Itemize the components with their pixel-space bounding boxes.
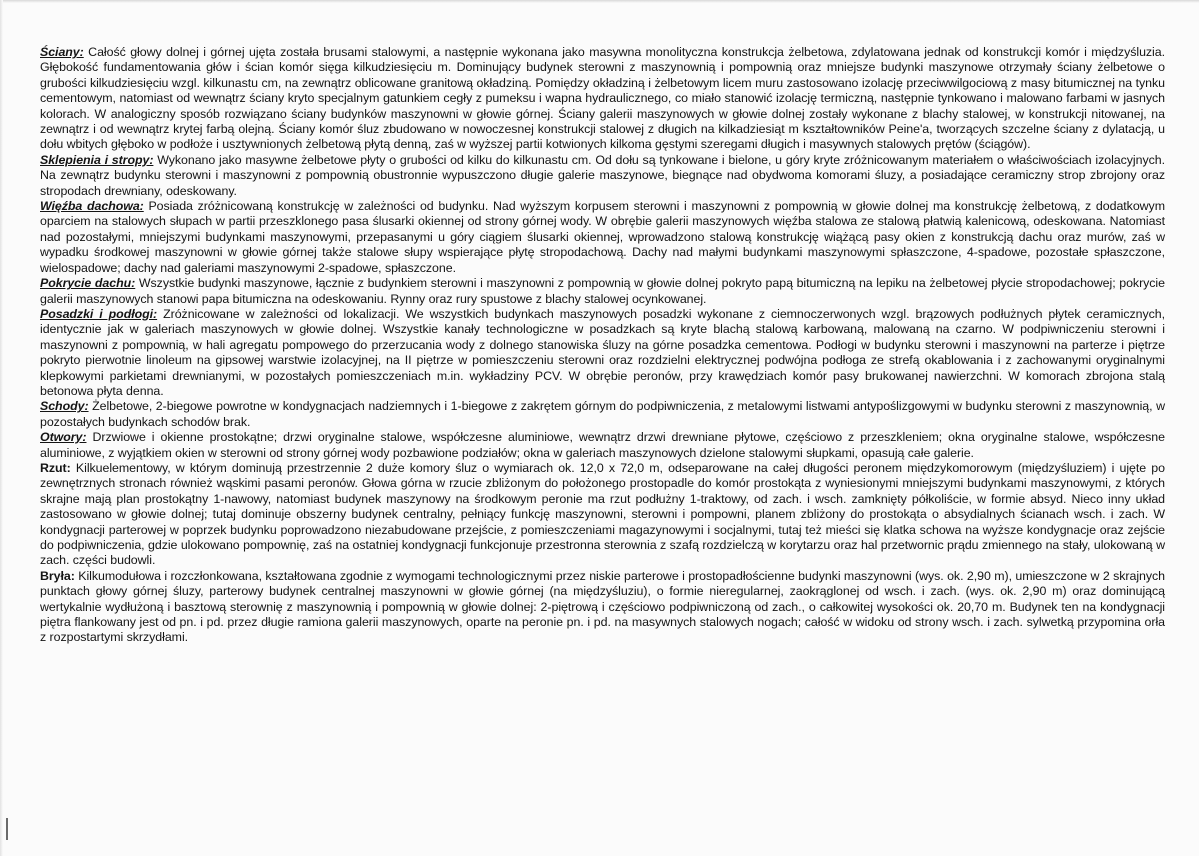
section-plan	[40, 461, 1165, 569]
section-text: Wykonano jako masywne żelbetowe płyty o grubości od kilku do kilkunastu cm. Od dołu są tynkowane i bielone, u góry kryte zróżnicowanym materiałem o właściwościach izolacyjnych. Na zewnątrz budynku sterowni i maszynowni z pompownią obustronnie wypuszczono długie galerie maszynowe, biegnące nad obydwoma komorami śluzy, a posiadające ceramiczny strop zbrojony oraz stropodach drewniany, odeskowany.	[40, 152, 1165, 198]
section-walls	[40, 45, 1165, 153]
section-heading: Więźba dachowa:	[40, 199, 144, 214]
margin-mark	[6, 818, 8, 840]
section-heading: Sklepienia i stropy:	[40, 152, 154, 167]
document-body	[40, 45, 1165, 646]
section-floors	[40, 307, 1165, 399]
scan-edge-left	[0, 0, 3, 856]
section-heading: Schody:	[40, 399, 89, 414]
section-heading: Bryła:	[40, 568, 75, 583]
section-text: Żelbetowe, 2-biegowe powrotne w kondygnacjach nadziemnych i 1-biegowe z zakrętem górnym do podpiwniczenia, z metalowymi listwami antypoślizgowymi w budynku sterowni z maszynownią, w pozostałych budynkach schodów brak.	[40, 399, 1165, 429]
section-text: Drzwiowe i okienne prostokątne; drzwi oryginalne stalowe, współczesne aluminiowe, wewnątrz drzwi drewniane płytowe, częściowo z przeszkleniem; okna oryginalne stalowe, współczesne aluminiowe, z wyjątkiem okien w sterowni od strony górnej wody pozbawione podziałów; okna w galeriach maszynowych dzielone stalowymi słupkami, opasują całe galerie.	[40, 430, 1165, 460]
section-heading: Pokrycie dachu:	[40, 276, 136, 291]
section-text: Kilkumodułowa i rozczłonkowana, kształtowana zgodnie z wymogami technologicznymi przez niskie parterowe i prostopadłościenne budynki maszynowni (wys. ok. 2,90 m), umieszczone w 2 skrajnych punktach głowy górnej śluzy, parterowy budynek centralnej maszynowni w głowie górnej (na międzyśluziu), o formie nieregularnej, zaokrąglonej od wsch. i zach. (wys. ok. 2,90 m) oraz dominującą wertykalnie wydłużoną i basztową sterownię z maszynownią i pompownią w głowie dolnej: 2-piętrową i częściowo podpiwniczoną od zach., o całkowitej wysokości ok. 20,70 m. Budynek ten na kondygnacji piętra flankowany jest od pn. i pd. przez długie ramiona galerii maszynowych, oparte na peronie pn. i pd. na masywnych stalowych nogach; całość w widoku od strony wsch. i zach. sylwetką przypomina orła z rozpostartymi skrzydłami.	[40, 568, 1165, 645]
section-roof-truss	[40, 199, 1165, 276]
section-stairs	[40, 399, 1165, 430]
section-heading: Ściany:	[40, 45, 84, 59]
section-heading: Rzut:	[40, 460, 71, 475]
section-text: Kilkuelementowy, w którym dominują przestrzennie 2 duże komory śluz o wymiarach ok. 12,0 x 72,0 m, odseparowane na całej długości peronem międzykomorowym (międzyśluziem) i ujęte po zewnętrznych stronach również wąskimi pasami peronów. Głowa górna w rzucie zbliżonym do położonego prostopadle do komór prostokąta z wyniesionymi mniejszymi budynkami maszynowymi, z których skrajne mają plan prostokątny 1-nawowy, natomiast budynek maszynowy na środkowym peronie ma rzut podłużny 1-traktowy, od zach. i wsch. zamknięty półkoliście, w formie absyd. Nieco inny układ zastosowano w głowie dolnej; tutaj dominuje obszerny budynek centralny, pełniący funkcję maszynowni, sterowni i pompowni, planem zbliżony do prostokąta o absydialnych ścianach wsch. i zach. W kondygnacji parterowej w poprzek budynku poprowadzono niezabudowane przejście, z pomieszczeniami magazynowymi i socjalnymi, tutaj też mieści się klatka schowa na wyższe kondygnacje oraz zejście do podpiwniczenia, gdzie ulokowano pompownię, zaś na ostatniej kondygnacji funkcjonuje przestronna sterownia z szafą rozdzielczą w korytarzu oraz hal przetwornic prądu zmiennego na stały, ulokowaną w zach. części budowli.	[40, 460, 1165, 568]
section-roofing	[40, 276, 1165, 307]
section-text: Posiada zróżnicowaną konstrukcję w zależności od budynku. Nad wyższym korpusem sterowni i maszynowni z pompownią w głowie dolnej ma konstrukcję żelbetową, z dodatkowym oparciem na stalowych słupach w partii przeszklonego pasa ślusarki okiennej od strony górnej wody. W obrębie galerii maszynowych więźba stalowa ze stalową płatwią kalenicową, odeskowana. Natomiast nad pozostałymi, mniejszymi budynkami maszynowymi, przepasanymi u góry ciągiem ślusarki okiennej, wprowadzono stalową konstrukcję wiążącą pasy okien z konstrukcją dachu oraz murów, zaś w wypadku środkowej maszynowni w głowie górnej także stalowe słupy wspierające płytę stropodachową. Dachy nad małymi budynkami maszynowymi spłaszczone, 4-spadowe, pozostałe spłaszczone, wielospadowe; dachy nad galeriami maszynowymi 2-spadowe, spłaszczone.	[40, 199, 1165, 275]
section-text: Zróżnicowane w zależności od lokalizacji. We wszystkich budynkach maszynowych posadzki wykonane z ciemnoczerwonych wzgl. brązowych podłużnych płytek ceramicznych, identycznie jak w galeriach maszynowych w głowie dolnej. Wszystkie kanały technologiczne w posadzkach są kryte blachą stalową karbowaną, malowaną na czarno. W podpiwniczeniu sterowni i maszynowni z pompownią, w hali agregatu pompowego do przerzucania wody z dolnego stanowiska śluzy na górne posadzka cementowa. Podłogi w budynku sterowni i maszynowni na parterze i piętrze pokryto pierwotnie linoleum na gipsowej warstwie izolacyjnej, na II piętrze w pomieszczeniu sterowni oraz rozdzielni elektrycznej podwójna podłoga ze strefą okablowania i z zachowanymi oryginalnymi klepkowymi parkietami drewnianymi, w pozostałych pomieszczeniach m.in. wykładziny PCV. W obrębie peronów, przy krawędziach komór pasy brukowanej nawierzchni. W komorach zbrojona stalą betonowa płyta denna.	[40, 306, 1165, 398]
section-text: Całość głowy dolnej i górnej ujęta została brusami stalowymi, a następnie wykonana jako masywna monolityczna konstrukcja żelbetowa, zdylatowana jednak od konstrukcji komór i międzyśluzia. Głębokość fundamentowania głów i ścian komór sięga kilkudziesięciu m. Dominujący budynek sterowni z maszynownią i pompownią oraz mniejsze budynki maszynowe otrzymały ściany żelbetowe o grubości kilkudziesięciu wzgl. kilkunastu cm, na zewnątrz oblicowane granitową okładziną. Pomiędzy okładziną i żelbetowym licem muru zastosowano izolację przeciwwilgociową z masy bitumicznej na tynku cementowym, natomiast od wewnątrz ściany kryto specjalnym gatunkiem cegły z pumeksu i wapna hydraulicznego, co miało stanowić izolację termiczną, następnie tynkowano i malowano farbami w jasnych kolorach. W analogiczny sposób rozwiązano ściany budynków maszynowni w głowie górnej. Ściany galerii maszynowych w głowie dolnej zostały wykonane z blachy stalowej, w konstrukcji nitowanej, na zewnątrz i od wewnątrz krytej farbą olejną. Ściany komór śluz zbudowano w nowoczesnej konstrukcji stalowej z długich na kilkadziesiąt m kształtowników Peine'a, tworzących szczelne ściany z dylatacją, u dołu wbitych głęboko w podłoże i usztywnionych żelbetową płytą denną, zaś w wyższej partii kotwionych kilkoma gęstymi szeregami długich i masywnych stalowych prętów (ściągów).	[40, 45, 1165, 152]
scan-edge-top	[0, 0, 1199, 3]
section-text: Wszystkie budynki maszynowe, łącznie z budynkiem sterowni i maszynowni z pompownią w głowie dolnej pokryto papą bitumiczną na lepiku na żelbetowej płycie stropodachowej; pokrycie galerii maszynowych stanowi papa bitumiczna na odeskowaniu. Rynny oraz rury spustowe z blachy stalowej ocynkowanej.	[40, 276, 1165, 306]
section-openings	[40, 430, 1165, 461]
section-massing	[40, 569, 1165, 646]
section-heading: Otwory:	[40, 430, 87, 445]
section-heading: Posadzki i podłogi:	[40, 306, 158, 321]
section-ceilings	[40, 153, 1165, 199]
